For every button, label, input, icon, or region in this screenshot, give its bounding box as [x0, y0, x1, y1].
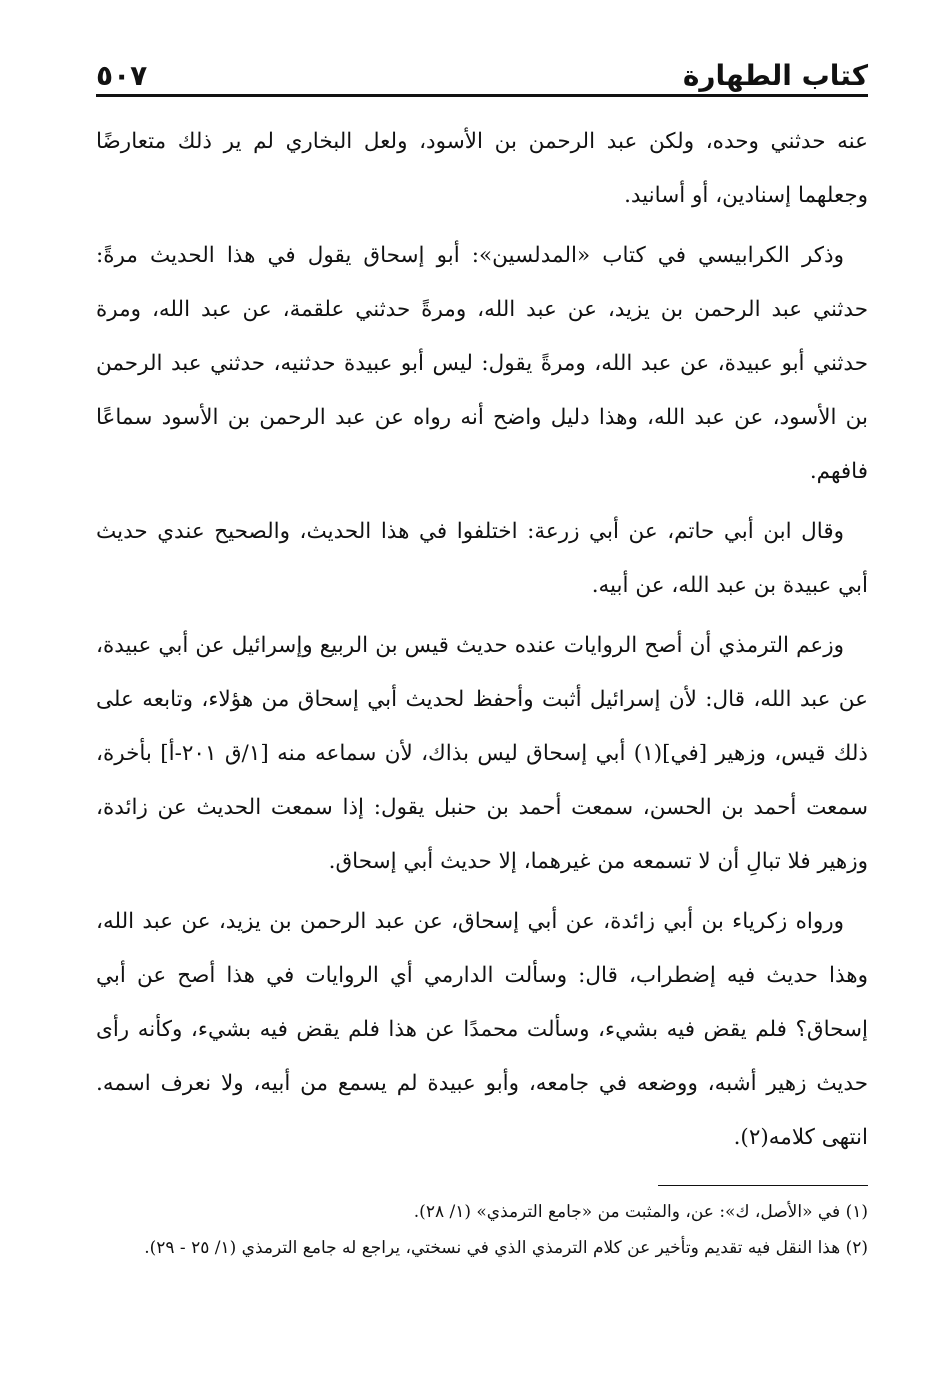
footnote-2: (٢) هذا النقل فيه تقديم وتأخير عن كلام الترمذي الذي في نسختي، يراجع له جامع الترمذي (١/ ٢٥ - ٢٩).	[144, 1238, 868, 1258]
chapter-title: كتاب الطهارة	[682, 59, 868, 92]
paragraph-5: ورواه زكرياء بن أبي زائدة، عن أبي إسحاق، عن عبد الرحمن بن يزيد، عن عبد الله، وهذا حديث فيه إضطراب، قال: وسألت الدارمي أي الروايات في هذا أصح عن أبي إسحاق؟ فلم يقض فيه بشيء، وسألت محمدًا عن هذا فلم يقض فيه بشيء، وكأنه رأى حديث زهير أشبه، ووضعه في جامعه، وأبو عبيدة لم يسمع من أبيه، ولا نعرف اسمه. انتهى كلامه(٢).	[96, 909, 868, 1150]
paragraph-2: وذكر الكرابيسي في كتاب «المدلسين»: أبو إسحاق يقول في هذا الحديث مرةً: حدثني عبد الرحمن بن يزيد، عن عبد الله، ومرةً حدثني علقمة، عن عبد الله، ومرة حدثني أبو عبيدة، عن عبد الله، ومرةً يقول: ليس أبو عبيدة حدثنيه، حدثني عبد الرحمن بن الأسود، عن عبد الله، وهذا دليل واضح أنه رواه عن عبد الرحمن بن الأسود سماعًا فافهم.	[96, 243, 868, 484]
paragraph-3: وقال ابن أبي حاتم، عن أبي زرعة: اختلفوا في هذا الحديث، والصحيح عندي حديث أبي عبيدة بن عبد الله، عن أبيه.	[96, 519, 868, 598]
footnote-1: (١) في «الأصل، ك»: عن، والمثبت من «جامع الترمذي» (١/ ٢٨).	[413, 1202, 868, 1222]
footnotes	[96, 1194, 868, 1266]
paragraph-4: وزعم الترمذي أن أصح الروايات عنده حديث قيس بن الربيع وإسرائيل عن أبي عبيدة، عن عبد الله، قال: لأن إسرائيل أثبت وأحفظ لحديث أبي إسحاق من هؤلاء، وتابعه على ذلك قيس، وزهير [في](١) أبي إسحاق ليس بذاك، لأن سماعه منه [١/ق ٢٠١-أ] بأخرة، سمعت أحمد بن الحسن، سمعت أحمد بن حنبل يقول: إذا سمعت الحديث عن زائدة، وزهير فلا تبالِ أن لا تسمعه من غيرهما، إلا حديث أبي إسحاق.	[96, 633, 868, 874]
main-text	[96, 115, 868, 1165]
page-number: ٥٠٧	[96, 59, 148, 92]
page-header	[96, 44, 868, 97]
book-page	[96, 44, 868, 1266]
paragraph-1: عنه حدثني وحده، ولكن عبد الرحمن بن الأسود، ولعل البخاري لم ير ذلك متعارضًا وجعلهما إسنادين، أو أسانيد.	[96, 129, 868, 208]
footnote-divider	[658, 1185, 868, 1186]
